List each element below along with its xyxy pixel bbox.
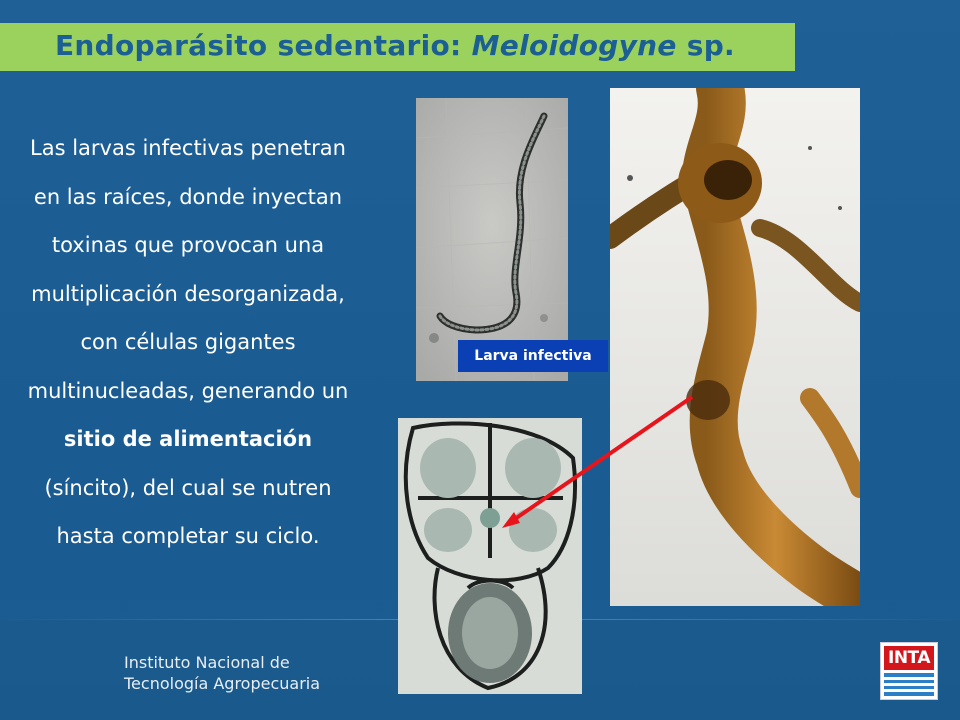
- body-part2: (síncito), del cual se nutren hasta completar su ciclo.: [44, 475, 332, 548]
- logo-text: INTA: [884, 646, 934, 670]
- institute-line-2: Tecnología Agropecuaria: [124, 674, 321, 693]
- title-prefix: Endoparásito sedentario:: [55, 29, 472, 62]
- inta-logo: [880, 642, 938, 700]
- body-part1: Las larvas infectivas penetran en las raíces, donde inyectan toxinas que provocan una multiplicación desorganizada, con células gigantes multinucleadas, generando un: [27, 136, 349, 403]
- body-paragraph: [18, 124, 358, 561]
- slide-title: [55, 29, 735, 62]
- body-bold: sitio de alimentación: [63, 427, 313, 451]
- institute-line-1: Instituto Nacional de: [124, 653, 290, 672]
- larva-caption: Larva infectiva: [458, 340, 608, 372]
- title-genus: Meloidogyne: [471, 29, 677, 62]
- root-gall-photo: [610, 88, 860, 606]
- logo-stripes-icon: [884, 673, 934, 696]
- syncytium-section-photo: [398, 418, 582, 694]
- title-suffix: sp.: [676, 29, 735, 62]
- institute-name: [124, 652, 320, 694]
- title-bar: [0, 23, 795, 71]
- larva-micrograph: [416, 98, 568, 381]
